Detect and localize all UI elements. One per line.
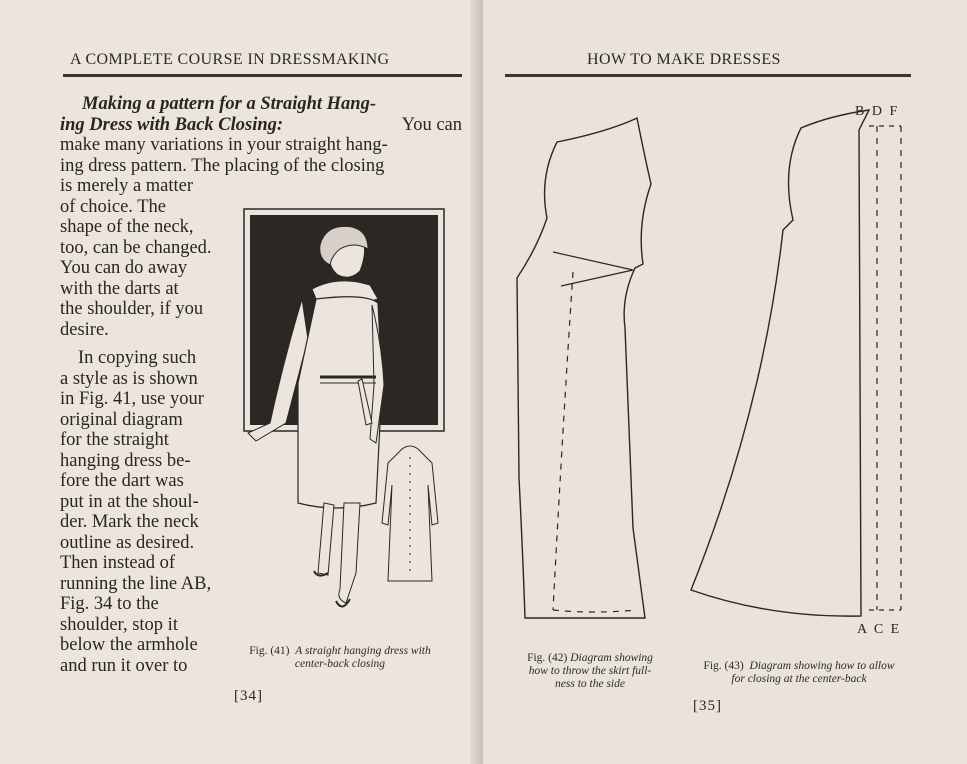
left-folio: [34] <box>234 688 263 704</box>
right-page <box>483 0 967 764</box>
left-body-top <box>60 94 462 176</box>
paragraph1-line: of choice. The <box>60 196 166 217</box>
fig41-caption <box>220 645 460 671</box>
fig42-caption-line: how to throw the skirt full- <box>528 665 652 677</box>
left-running-head: A COMPLETE COURSE IN DRESSMAKING <box>70 51 390 68</box>
fig43-caption-line: Diagram showing how to allow <box>749 660 895 672</box>
paragraph2-line: and run it over to <box>60 655 188 676</box>
fig41-caption-fig: Fig. (41) <box>249 645 290 657</box>
fig42-pattern-diagram <box>513 110 683 620</box>
paragraph2-line: der. Mark the neck <box>60 512 199 532</box>
paragraph2-line: hanging dress be- <box>60 450 191 471</box>
section-heading-line-2 <box>60 115 462 136</box>
left-page <box>0 0 480 764</box>
paragraph2-line: fore the dart was <box>60 471 184 491</box>
fig43-caption-line: for closing at the center-back <box>731 673 867 685</box>
paragraph2-line: outline as desired. <box>60 532 195 553</box>
fig43-letters-top: B D F <box>855 104 900 119</box>
right-running-head: HOW TO MAKE DRESSES <box>587 51 781 68</box>
paragraph2-line: running the line AB, <box>60 573 212 594</box>
left-head-rule <box>63 74 462 77</box>
paragraph1-line: with the darts at <box>60 278 179 299</box>
paragraph2-line: Fig. 34 to the <box>60 594 159 614</box>
fig43-caption <box>679 660 919 686</box>
paragraph2-line: in Fig. 41, use your <box>60 389 204 409</box>
paragraph1-line: too, can be changed. <box>60 237 212 258</box>
paragraph2-line: In copying such <box>78 348 197 368</box>
paragraph2-line: original diagram <box>60 409 183 430</box>
paragraph2 <box>60 348 220 676</box>
fig41-dress-illustration <box>232 205 450 635</box>
right-head-rule <box>505 74 911 77</box>
section-heading-tail: You can <box>401 114 462 135</box>
paragraph2-line: shoulder, stop it <box>60 614 178 635</box>
fig43-pattern-diagram <box>683 104 913 624</box>
fig41-caption-line: A straight hanging dress with <box>295 645 431 657</box>
section-heading-line-2-text: ing Dress with Back Closing: <box>60 114 284 135</box>
paragraph2-line: for the straight <box>60 430 169 450</box>
paragraph1-line: the shoulder, if you <box>60 299 204 319</box>
paragraph1-line: is merely a matter <box>60 176 194 196</box>
fig43-caption-fig: Fig. (43) <box>703 660 744 672</box>
paragraph2-line: put in at the shoul- <box>60 491 199 512</box>
fig42-caption <box>501 652 679 691</box>
right-folio: [35] <box>693 698 722 714</box>
paragraph1-line: You can do away <box>60 258 188 278</box>
paragraph2-line: a style as is shown <box>60 368 198 389</box>
paragraph1-narrow <box>60 176 220 340</box>
paragraph2-line: Then instead of <box>60 553 176 573</box>
paragraph1-line: ing dress pattern. The placing of the closing <box>60 155 385 176</box>
paragraph1-line: make many variations in your straight hang- <box>60 135 388 155</box>
section-heading-line-1: Making a pattern for a Straight Hang- <box>82 94 377 114</box>
fig42-caption-line: ness to the side <box>555 678 625 690</box>
paragraph1-line: shape of the neck, <box>60 217 194 237</box>
paragraph1-line: desire. <box>60 319 109 340</box>
fig42-caption-fig: Fig. (42) <box>527 652 568 664</box>
fig41-caption-line: center-back closing <box>294 658 386 670</box>
paragraph2-line: below the armhole <box>60 635 198 655</box>
fig42-caption-line: Diagram showing <box>570 652 653 664</box>
fig43-letters-bottom: A C E <box>857 622 902 637</box>
